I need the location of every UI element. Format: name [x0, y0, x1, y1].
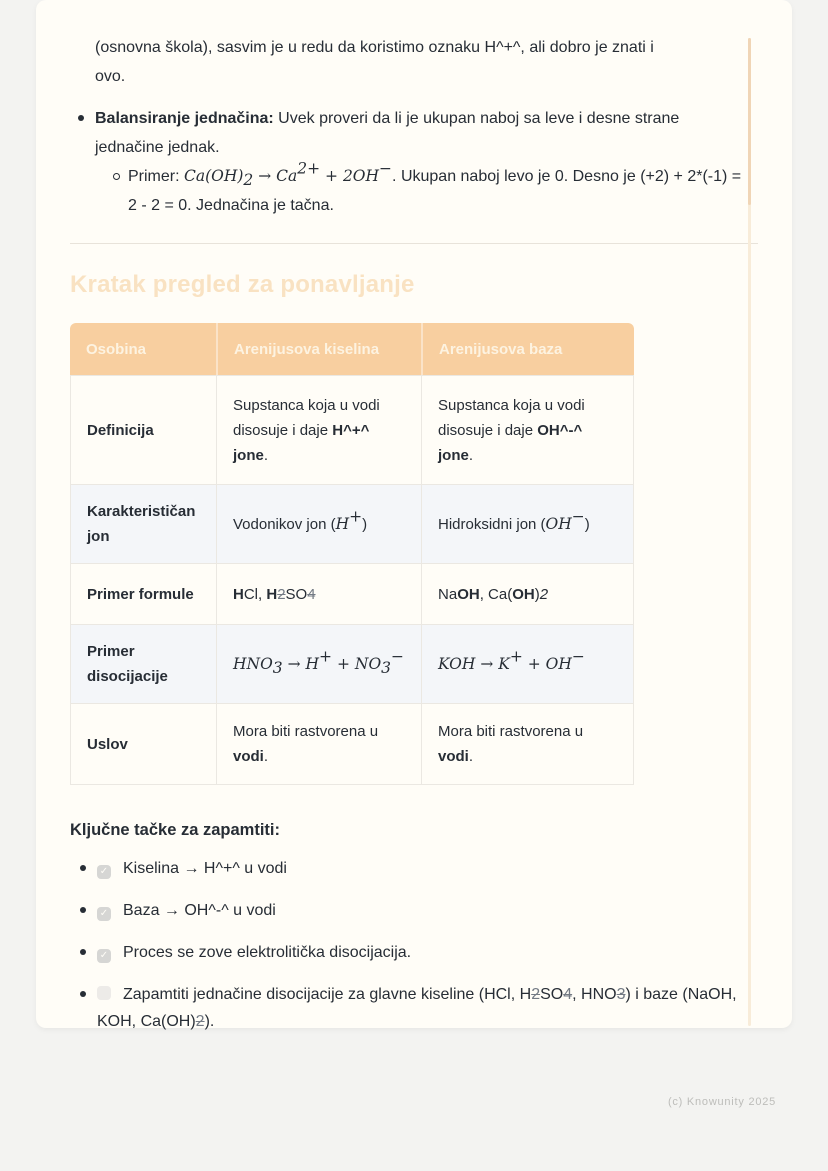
row-label-cell: Karakterističan jon: [70, 485, 216, 563]
circle-bullet-icon: [113, 173, 120, 180]
checkbox-checked-icon[interactable]: ✓: [97, 865, 111, 879]
table-cell: Supstanca koja u vodi disosuje i daje OH^-^ jone.: [421, 376, 634, 484]
scroll-thumb[interactable]: [748, 38, 751, 205]
checklist-item: [70, 897, 752, 924]
table-row: [70, 375, 634, 484]
checklist: [70, 855, 758, 1035]
table-cell: $HNO_3 \to H^+ + NO_3^-$: [216, 625, 421, 703]
table-cell: Supstanca koja u vodi disosuje i daje H^+^ jone.: [216, 376, 421, 484]
document-page: [36, 0, 792, 1028]
row-label-cell: Primer formule: [70, 564, 216, 624]
checklist-item-text: Baza → OH^-^ u vodi: [123, 902, 276, 919]
table-row: [70, 624, 634, 703]
section-divider: [70, 243, 758, 244]
checklist-item: [70, 939, 752, 966]
column-header: Osobina: [86, 340, 147, 358]
summary-table: [70, 323, 634, 785]
checkbox-unchecked-icon[interactable]: [97, 986, 111, 1000]
bullet-icon: [80, 991, 86, 997]
page-content: [36, 0, 792, 1035]
list-item-balansiranje: [70, 104, 758, 162]
table-cell: KOH → K+ + OH−: [421, 625, 634, 703]
table-cell: Vodonikov jon (H+): [216, 485, 421, 563]
checklist-item-text: Zapamtiti jednačine disocijacije za glavne kiseline (HCl, H2SO4, HNO3) i baze (NaOH, KOH, Ca(OH)2).: [97, 986, 737, 1030]
table-cell: Hidroksidni jon (OH−): [421, 485, 634, 563]
table-header-row: [70, 323, 634, 375]
checkbox-checked-icon[interactable]: ✓: [97, 949, 111, 963]
row-label-cell: Uslov: [70, 704, 216, 784]
column-header: Arenijusova baza: [421, 323, 634, 375]
copyright-text: (c) Knowunity 2025: [667, 1096, 776, 1108]
checklist-item: [70, 855, 752, 882]
checkbox-checked-icon[interactable]: ✓: [97, 907, 111, 921]
checklist-item: [70, 981, 752, 1035]
table-cell: HCl, H2SO4: [216, 564, 421, 624]
table-row: [70, 703, 634, 784]
intro-paragraph: (osnovna škola), sasvim je u redu da koristimo oznaku H^+^, ali dobro je znati i ovo.: [95, 39, 654, 85]
checklist-item-text: Proces se zove elektrolitička disocijacija.: [123, 944, 412, 961]
keypoints-heading: Ključne tačke za zapamtiti:: [70, 821, 280, 839]
list-item-text: Balansiranje jednačina: Uvek proveri da li je ukupan naboj sa leve i desne strane jednačine jednak.: [95, 110, 680, 156]
table-row: [70, 563, 634, 624]
row-label-cell: Definicija: [70, 376, 216, 484]
table-cell: Mora biti rastvorena u vodi.: [421, 704, 634, 784]
checklist-item-text: Kiselina → H^+^ u vodi: [123, 860, 287, 877]
row-label-cell: Primer disocijacije: [70, 625, 216, 703]
table-cell: Mora biti rastvorena u vodi.: [216, 704, 421, 784]
table-body: [70, 375, 634, 785]
column-header: Arenijusova kiselina: [216, 323, 421, 375]
table-cell: NaOH, Ca(OH)2: [421, 564, 634, 624]
table-row: [70, 484, 634, 563]
bullet-icon: [80, 865, 86, 871]
bullet-icon: [78, 115, 84, 121]
section-heading: Kratak pregled za ponavljanje: [70, 271, 415, 298]
sublist-item-primer: [70, 159, 758, 220]
bullet-icon: [80, 949, 86, 955]
sublist-item-text: Primer: $Ca(OH)_2 \to Ca^{2+} + 2OH^-$. Ukupan naboj levo je 0. Desno je (+2) + 2*(-1) = 2 - 2 = 0. Jednačina je tačna.: [128, 159, 742, 214]
bullet-icon: [80, 907, 86, 913]
